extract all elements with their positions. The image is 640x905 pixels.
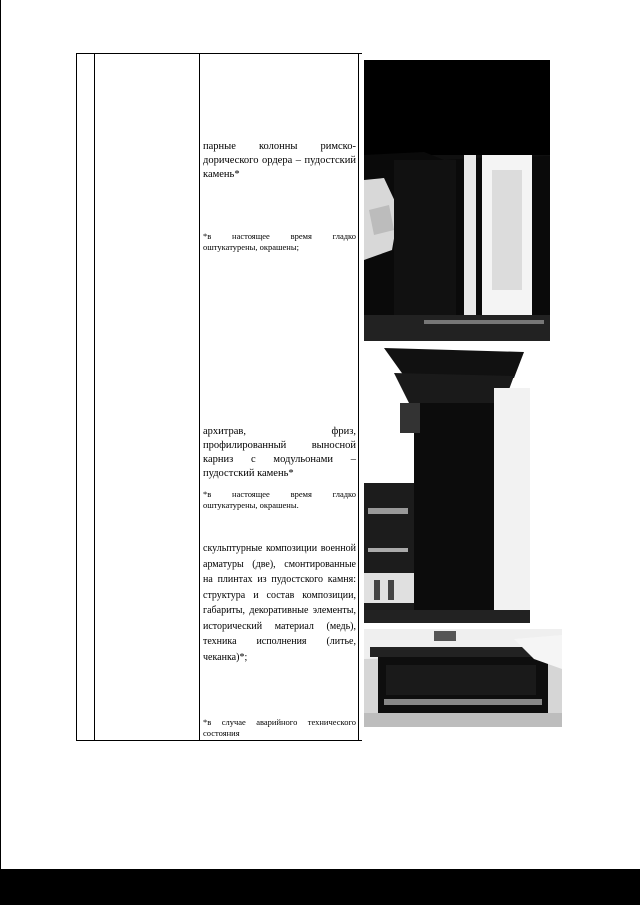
row-3-description: скульптурные композиции военной арматуры (две), смонтированные на плинтах из пудостского камня: структура и состав композиции, габариты, декоративные элементы, исторический материал (медь), техника исполнения (литье, чеканка)*; (203, 543, 356, 663)
sculpture-photo (364, 629, 562, 727)
row-1-description: парные колонны римско-дорического ордера – пудостский камень* (203, 141, 356, 180)
table-col-line-4 (358, 53, 359, 741)
table-col-line-2 (94, 53, 95, 741)
column-photo (364, 60, 550, 341)
row-3-note: *в случае аварийного технического состояния (203, 717, 356, 738)
row-1-note: *в настоящее время гладко оштукатурены, окрашены; (203, 231, 356, 252)
table-top-border (76, 53, 362, 54)
table-col-line-3 (199, 53, 200, 741)
scan-bottom-band (0, 869, 640, 905)
entablature-photo (364, 348, 530, 623)
row-2-description: архитрав, фриз, профилированный выносной карниз с модульонами – пудостский камень* (203, 426, 356, 479)
table-bottom-border (76, 740, 362, 741)
table-col-line-1 (76, 53, 77, 741)
page-left-edge (0, 0, 1, 869)
row-2-note: *в настоящее время гладко оштукатурены, окрашены. (203, 489, 356, 510)
